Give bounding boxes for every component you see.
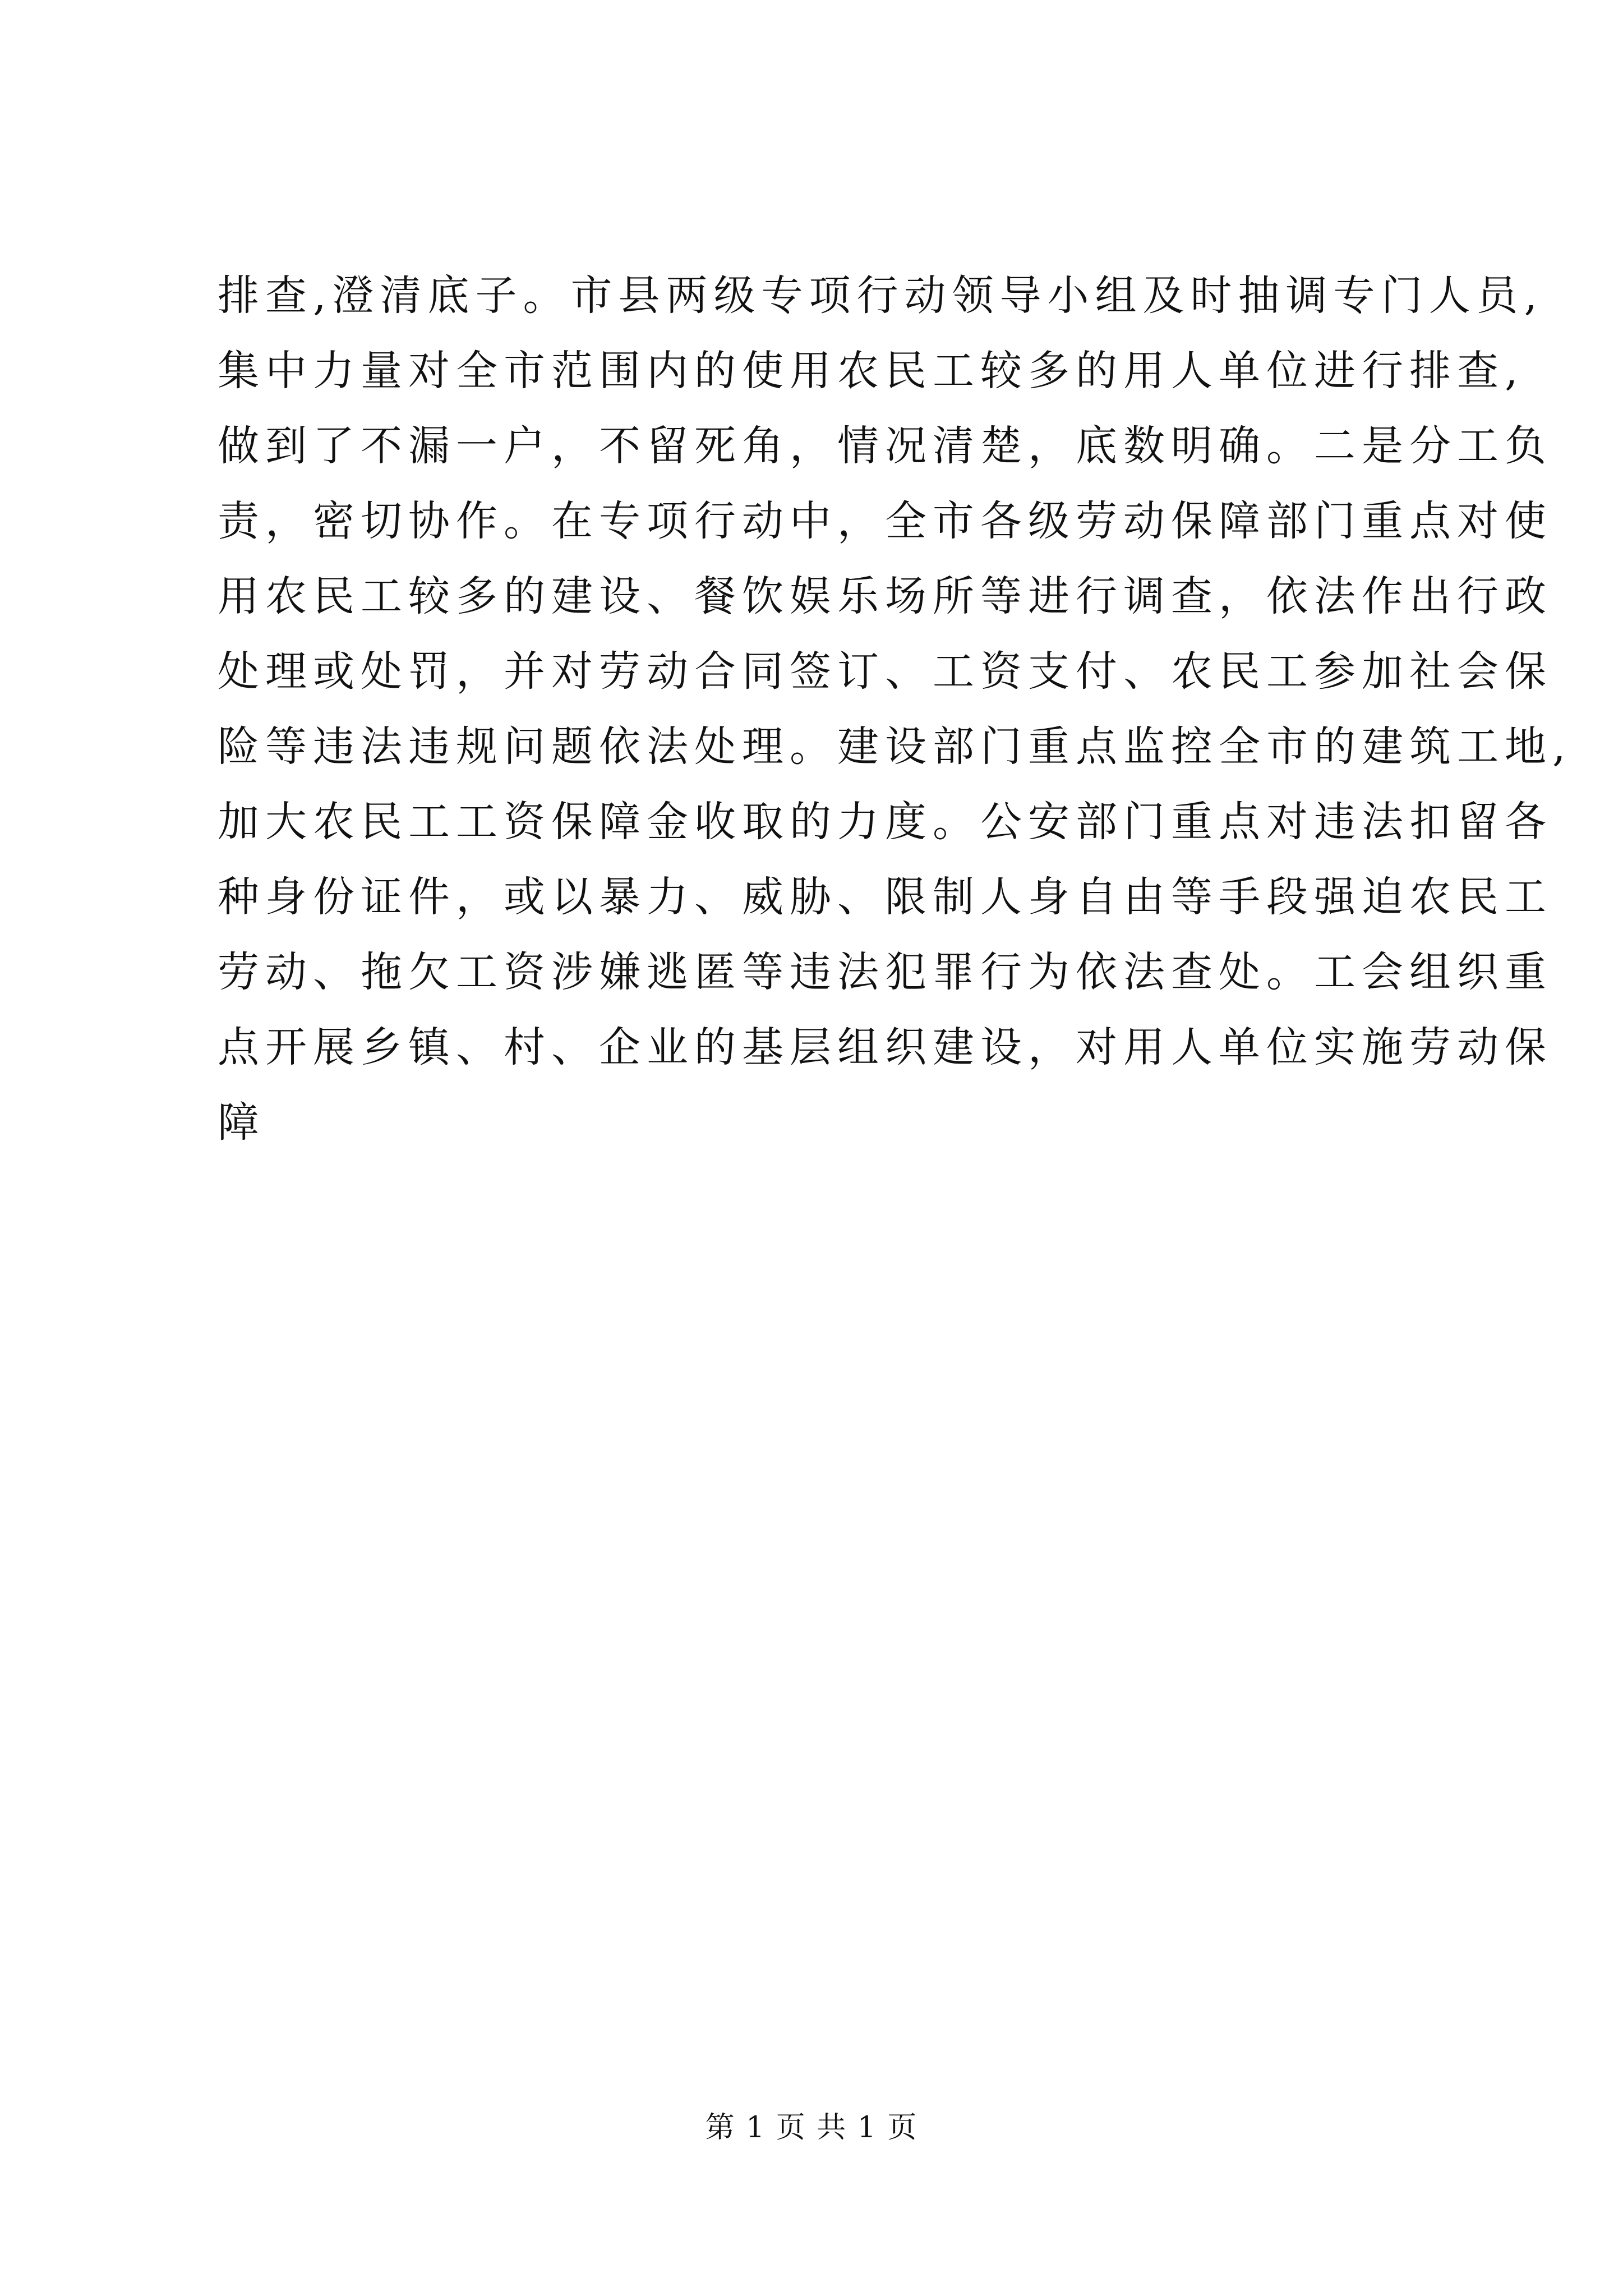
body-line-9: 种身份证件，或以暴力、威胁、限制人身自由等手段强迫农民工 [218,873,1552,921]
body-line-8: 加大农民工工资保障金收取的力度。公安部门重点对违法扣留各 [218,798,1552,846]
body-line-2: 集中力量对全市范围内的使用农民工较多的用人单位进行排查, [218,347,1524,395]
body-line-5: 用农民工较多的建设、餐饮娱乐场所等进行调查，依法作出行政 [218,572,1552,620]
body-line-4: 责，密切协作。在专项行动中，全市各级劳动保障部门重点对使 [218,497,1552,545]
body-line-6: 处理或处罚，并对劳动合同签订、工资支付、农民工参加社会保 [218,647,1552,696]
body-line-12: 障 [218,1098,265,1147]
body-line-3: 做到了不漏一户，不留死角，情况清楚，底数明确。二是分工负 [218,422,1552,470]
body-line-10: 劳动、拖欠工资涉嫌逃匿等违法犯罪行为依法查处。工会组织重 [218,948,1552,996]
body-line-11: 点开展乡镇、村、企业的基层组织建设，对用人单位实施劳动保 [218,1023,1552,1071]
document-body [218,258,1572,1160]
body-line-1: 排查,澄清底子。市县两级专项行动领导小组及时抽调专门人员, [218,272,1544,320]
body-line-7: 险等违法违规问题依法处理。建设部门重点监控全市的建筑工地, [218,723,1572,771]
page-number-footer: 第 1 页 共 1 页 [705,2111,918,2145]
